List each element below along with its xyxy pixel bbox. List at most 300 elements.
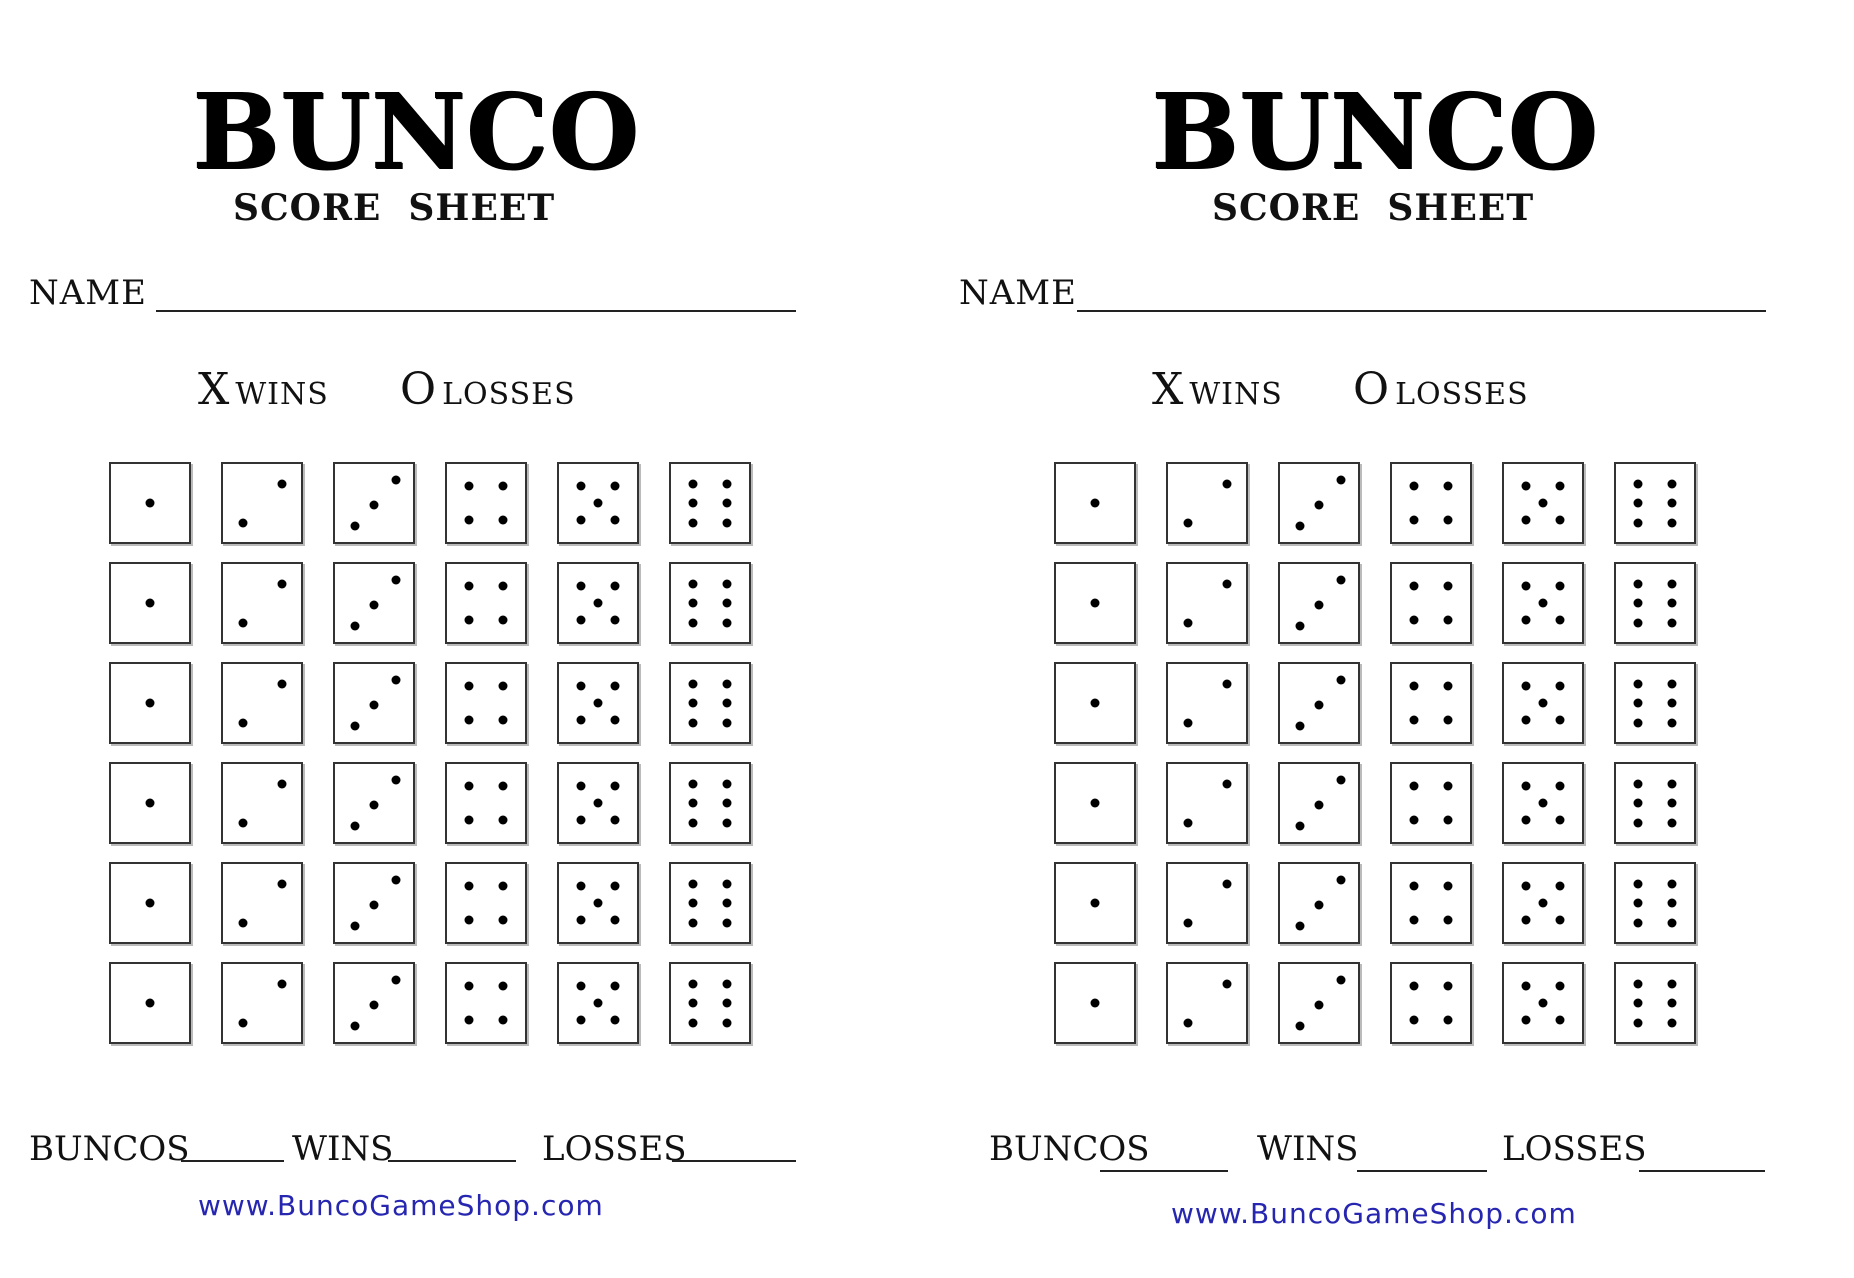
- die-pip: [1556, 681, 1565, 690]
- die-pip: [1633, 779, 1642, 788]
- die-pip: [1295, 822, 1304, 831]
- die-pip: [464, 981, 473, 990]
- die-pip: [611, 716, 620, 725]
- die-face-4[interactable]: [445, 462, 527, 544]
- die-pip: [611, 581, 620, 590]
- die-pip: [1091, 499, 1100, 508]
- die-pip: [277, 679, 286, 688]
- die-pip: [1521, 881, 1530, 890]
- die-pip: [391, 975, 400, 984]
- die-face-2[interactable]: [221, 662, 303, 744]
- die-pip: [1409, 581, 1418, 590]
- die-pip: [1556, 1016, 1565, 1025]
- die-pip: [499, 816, 508, 825]
- die-pip: [146, 999, 155, 1008]
- die-pip: [1444, 481, 1453, 490]
- wins-label: WINS: [292, 1129, 394, 1169]
- die-pip: [611, 816, 620, 825]
- die-pip: [1295, 922, 1304, 931]
- die-pip: [1336, 875, 1345, 884]
- die-pip: [1444, 781, 1453, 790]
- die-pip: [1633, 979, 1642, 988]
- die-pip: [1668, 679, 1677, 688]
- die-pip: [723, 879, 732, 888]
- die-pip: [1556, 816, 1565, 825]
- buncos-label: BUNCOS: [989, 1129, 1150, 1169]
- die-pip: [688, 679, 697, 688]
- die-pip: [238, 718, 247, 727]
- die-pip: [1315, 800, 1324, 809]
- die-pip: [688, 618, 697, 627]
- die-pip: [576, 981, 585, 990]
- wins-blank[interactable]: [1357, 1170, 1487, 1172]
- die-pip: [146, 599, 155, 608]
- die-pip: [576, 781, 585, 790]
- die-pip: [1444, 881, 1453, 890]
- die-face-4[interactable]: [445, 962, 527, 1044]
- die-pip: [611, 781, 620, 790]
- die-pip: [1668, 799, 1677, 808]
- legend-wins: [198, 364, 329, 415]
- die-pip: [464, 616, 473, 625]
- die-pip: [370, 800, 379, 809]
- die-face-2[interactable]: [1166, 562, 1248, 644]
- die-pip: [611, 1016, 620, 1025]
- die-pip: [146, 499, 155, 508]
- die-pip: [1668, 699, 1677, 708]
- die-pip: [1521, 781, 1530, 790]
- die-pip: [723, 799, 732, 808]
- die-face-5[interactable]: [1502, 762, 1584, 844]
- die-face-3[interactable]: [333, 762, 415, 844]
- die-pip: [1521, 581, 1530, 590]
- die-pip: [576, 681, 585, 690]
- die-face-4[interactable]: [445, 562, 527, 644]
- die-pip: [1444, 616, 1453, 625]
- die-pip: [350, 622, 359, 631]
- die-pip: [1668, 999, 1677, 1008]
- die-pip: [1521, 481, 1530, 490]
- die-face-5[interactable]: [557, 762, 639, 844]
- die-face-1[interactable]: [1054, 662, 1136, 744]
- die-face-3[interactable]: [333, 562, 415, 644]
- die-pip: [1183, 518, 1192, 527]
- die-pip: [277, 479, 286, 488]
- die-pip: [1444, 716, 1453, 725]
- die-pip: [688, 779, 697, 788]
- die-pip: [688, 818, 697, 827]
- die-pip: [464, 916, 473, 925]
- die-pip: [688, 799, 697, 808]
- name-label: NAME: [959, 273, 1077, 313]
- die-pip: [1409, 781, 1418, 790]
- die-face-4[interactable]: [1390, 562, 1472, 644]
- website-link[interactable]: www.BuncoGameShop.com: [1171, 1197, 1577, 1230]
- die-pip: [1091, 799, 1100, 808]
- die-face-6[interactable]: [669, 962, 751, 1044]
- die-face-6[interactable]: [1614, 662, 1696, 744]
- die-pip: [688, 918, 697, 927]
- die-pip: [1668, 499, 1677, 508]
- die-pip: [594, 699, 603, 708]
- die-face-6[interactable]: [669, 762, 751, 844]
- die-pip: [499, 881, 508, 890]
- die-pip: [1295, 722, 1304, 731]
- die-pip: [1668, 599, 1677, 608]
- die-pip: [1183, 618, 1192, 627]
- die-pip: [723, 679, 732, 688]
- legend-losses: [1353, 364, 1529, 415]
- die-face-5[interactable]: [1502, 862, 1584, 944]
- die-pip: [1315, 600, 1324, 609]
- legend-losses-label: LOSSES: [1395, 377, 1529, 412]
- die-face-3[interactable]: [1278, 962, 1360, 1044]
- die-pip: [350, 722, 359, 731]
- die-pip: [499, 681, 508, 690]
- die-face-5[interactable]: [557, 962, 639, 1044]
- die-face-6[interactable]: [669, 862, 751, 944]
- die-pip: [1556, 481, 1565, 490]
- sheet-subtitle: SCORE SHEET: [1212, 187, 1535, 229]
- die-pip: [723, 818, 732, 827]
- die-pip: [391, 875, 400, 884]
- die-pip: [688, 499, 697, 508]
- die-pip: [1444, 816, 1453, 825]
- die-pip: [370, 900, 379, 909]
- die-face-4[interactable]: [1390, 762, 1472, 844]
- die-pip: [350, 822, 359, 831]
- wins-label: WINS: [1257, 1129, 1359, 1169]
- die-pip: [576, 516, 585, 525]
- die-pip: [1444, 1016, 1453, 1025]
- die-pip: [594, 899, 603, 908]
- die-face-3[interactable]: [1278, 762, 1360, 844]
- die-pip: [238, 518, 247, 527]
- die-face-2[interactable]: [1166, 862, 1248, 944]
- die-face-2[interactable]: [1166, 462, 1248, 544]
- die-pip: [688, 979, 697, 988]
- legend-o-symbol: O: [1353, 364, 1390, 415]
- die-pip: [1556, 916, 1565, 925]
- die-pip: [277, 779, 286, 788]
- die-pip: [1315, 900, 1324, 909]
- losses-blank[interactable]: [672, 1160, 796, 1162]
- die-pip: [611, 881, 620, 890]
- die-face-5[interactable]: [1502, 962, 1584, 1044]
- die-pip: [499, 916, 508, 925]
- die-pip: [238, 818, 247, 827]
- legend-x-symbol: X: [1152, 364, 1184, 415]
- die-pip: [594, 999, 603, 1008]
- die-pip: [576, 481, 585, 490]
- die-pip: [1521, 516, 1530, 525]
- die-pip: [1409, 916, 1418, 925]
- die-pip: [1539, 499, 1548, 508]
- die-pip: [1336, 975, 1345, 984]
- dice-grid: [109, 462, 751, 1044]
- die-pip: [1521, 916, 1530, 925]
- die-pip: [594, 599, 603, 608]
- die-pip: [1668, 779, 1677, 788]
- die-pip: [238, 1018, 247, 1027]
- die-pip: [1521, 616, 1530, 625]
- die-face-1[interactable]: [109, 462, 191, 544]
- die-face-1[interactable]: [109, 962, 191, 1044]
- die-face-3[interactable]: [1278, 662, 1360, 744]
- die-face-1[interactable]: [109, 862, 191, 944]
- die-pip: [1444, 981, 1453, 990]
- die-pip: [1409, 481, 1418, 490]
- die-face-5[interactable]: [1502, 462, 1584, 544]
- die-pip: [576, 1016, 585, 1025]
- die-pip: [1633, 679, 1642, 688]
- die-pip: [1668, 579, 1677, 588]
- die-face-4[interactable]: [1390, 662, 1472, 744]
- die-pip: [1668, 979, 1677, 988]
- die-face-1[interactable]: [1054, 862, 1136, 944]
- die-pip: [1409, 681, 1418, 690]
- die-pip: [1556, 616, 1565, 625]
- die-pip: [277, 979, 286, 988]
- die-pip: [1633, 499, 1642, 508]
- die-pip: [1668, 818, 1677, 827]
- die-pip: [1091, 599, 1100, 608]
- die-pip: [1444, 581, 1453, 590]
- die-face-4[interactable]: [1390, 962, 1472, 1044]
- die-face-3[interactable]: [1278, 462, 1360, 544]
- die-pip: [1222, 679, 1231, 688]
- die-pip: [277, 879, 286, 888]
- die-face-1[interactable]: [1054, 462, 1136, 544]
- losses-label: LOSSES: [1502, 1129, 1647, 1169]
- die-pip: [1409, 716, 1418, 725]
- die-pip: [277, 579, 286, 588]
- die-pip: [576, 716, 585, 725]
- die-pip: [1633, 518, 1642, 527]
- die-pip: [464, 1016, 473, 1025]
- die-pip: [594, 499, 603, 508]
- die-pip: [723, 618, 732, 627]
- die-face-5[interactable]: [1502, 562, 1584, 644]
- die-pip: [1183, 718, 1192, 727]
- die-pip: [688, 999, 697, 1008]
- die-face-2[interactable]: [221, 962, 303, 1044]
- die-pip: [1668, 918, 1677, 927]
- legend-x-symbol: X: [198, 364, 230, 415]
- die-face-6[interactable]: [669, 662, 751, 744]
- die-pip: [576, 616, 585, 625]
- die-pip: [1633, 1018, 1642, 1027]
- die-pip: [499, 516, 508, 525]
- die-pip: [1336, 675, 1345, 684]
- die-pip: [688, 579, 697, 588]
- die-pip: [1633, 799, 1642, 808]
- die-face-5[interactable]: [557, 462, 639, 544]
- die-pip: [688, 518, 697, 527]
- website-link[interactable]: www.BuncoGameShop.com: [198, 1189, 604, 1222]
- die-pip: [611, 481, 620, 490]
- die-pip: [723, 779, 732, 788]
- die-face-6[interactable]: [1614, 862, 1696, 944]
- die-pip: [1668, 618, 1677, 627]
- legend-losses: [400, 364, 576, 415]
- die-pip: [723, 1018, 732, 1027]
- die-pip: [391, 475, 400, 484]
- die-face-6[interactable]: [1614, 462, 1696, 544]
- die-pip: [391, 675, 400, 684]
- die-face-2[interactable]: [221, 462, 303, 544]
- die-pip: [1315, 700, 1324, 709]
- die-pip: [723, 579, 732, 588]
- die-pip: [1539, 899, 1548, 908]
- buncos-label: BUNCOS: [29, 1129, 190, 1169]
- die-pip: [1633, 579, 1642, 588]
- die-pip: [688, 718, 697, 727]
- die-pip: [688, 879, 697, 888]
- die-face-3[interactable]: [333, 962, 415, 1044]
- die-face-5[interactable]: [557, 862, 639, 944]
- die-pip: [499, 716, 508, 725]
- die-pip: [1633, 918, 1642, 927]
- die-pip: [1521, 1016, 1530, 1025]
- die-face-4[interactable]: [445, 762, 527, 844]
- die-face-1[interactable]: [109, 662, 191, 744]
- die-face-4[interactable]: [445, 662, 527, 744]
- die-pip: [1183, 1018, 1192, 1027]
- buncos-blank[interactable]: [181, 1160, 284, 1162]
- sheet-subtitle: SCORE SHEET: [233, 187, 556, 229]
- die-pip: [370, 1000, 379, 1009]
- name-field-line[interactable]: [156, 310, 796, 312]
- die-face-6[interactable]: [1614, 762, 1696, 844]
- die-pip: [1222, 879, 1231, 888]
- die-face-2[interactable]: [221, 762, 303, 844]
- die-pip: [1183, 818, 1192, 827]
- die-pip: [1295, 522, 1304, 531]
- die-pip: [499, 1016, 508, 1025]
- name-field-line[interactable]: [1077, 310, 1766, 312]
- die-pip: [688, 479, 697, 488]
- die-face-3[interactable]: [1278, 562, 1360, 644]
- die-pip: [611, 981, 620, 990]
- die-pip: [464, 881, 473, 890]
- die-face-3[interactable]: [1278, 862, 1360, 944]
- die-pip: [1409, 881, 1418, 890]
- die-pip: [576, 581, 585, 590]
- legend-o-symbol: O: [400, 364, 437, 415]
- die-face-6[interactable]: [669, 462, 751, 544]
- die-face-1[interactable]: [1054, 762, 1136, 844]
- losses-label: LOSSES: [542, 1129, 687, 1169]
- die-face-2[interactable]: [1166, 962, 1248, 1044]
- die-pip: [1521, 981, 1530, 990]
- die-pip: [1668, 1018, 1677, 1027]
- die-pip: [1633, 599, 1642, 608]
- die-pip: [1539, 699, 1548, 708]
- die-pip: [146, 899, 155, 908]
- die-pip: [464, 581, 473, 590]
- die-pip: [1521, 816, 1530, 825]
- die-pip: [1409, 981, 1418, 990]
- die-face-6[interactable]: [669, 562, 751, 644]
- die-pip: [611, 516, 620, 525]
- die-face-5[interactable]: [557, 662, 639, 744]
- buncos-blank[interactable]: [1100, 1170, 1228, 1172]
- die-pip: [238, 618, 247, 627]
- losses-blank[interactable]: [1639, 1170, 1765, 1172]
- die-pip: [1633, 718, 1642, 727]
- die-pip: [1336, 775, 1345, 784]
- die-pip: [1521, 716, 1530, 725]
- die-face-4[interactable]: [445, 862, 527, 944]
- die-pip: [146, 799, 155, 808]
- die-face-1[interactable]: [109, 762, 191, 844]
- die-pip: [1539, 799, 1548, 808]
- name-label: NAME: [29, 273, 147, 313]
- die-pip: [391, 575, 400, 584]
- die-pip: [1444, 681, 1453, 690]
- die-pip: [723, 699, 732, 708]
- die-pip: [1295, 622, 1304, 631]
- die-face-1[interactable]: [1054, 562, 1136, 644]
- die-pip: [723, 899, 732, 908]
- die-face-5[interactable]: [1502, 662, 1584, 744]
- die-pip: [1633, 899, 1642, 908]
- die-pip: [1556, 716, 1565, 725]
- die-face-3[interactable]: [333, 662, 415, 744]
- die-face-4[interactable]: [1390, 862, 1472, 944]
- die-pip: [688, 1018, 697, 1027]
- die-face-1[interactable]: [109, 562, 191, 644]
- legend-wins-label: WINS: [1189, 377, 1283, 412]
- die-pip: [594, 799, 603, 808]
- die-pip: [464, 716, 473, 725]
- die-pip: [1295, 1022, 1304, 1031]
- die-face-1[interactable]: [1054, 962, 1136, 1044]
- die-face-6[interactable]: [1614, 562, 1696, 644]
- die-pip: [464, 681, 473, 690]
- die-pip: [1539, 999, 1548, 1008]
- die-pip: [688, 599, 697, 608]
- die-face-5[interactable]: [557, 562, 639, 644]
- die-face-3[interactable]: [333, 462, 415, 544]
- wins-blank[interactable]: [388, 1160, 516, 1162]
- die-pip: [1668, 879, 1677, 888]
- die-face-2[interactable]: [1166, 662, 1248, 744]
- die-pip: [1315, 1000, 1324, 1009]
- die-face-2[interactable]: [1166, 762, 1248, 844]
- die-pip: [1556, 981, 1565, 990]
- die-pip: [1091, 899, 1100, 908]
- die-pip: [1444, 516, 1453, 525]
- die-pip: [611, 681, 620, 690]
- die-pip: [1336, 475, 1345, 484]
- die-face-2[interactable]: [221, 562, 303, 644]
- die-pip: [499, 781, 508, 790]
- die-pip: [1633, 479, 1642, 488]
- die-pip: [576, 916, 585, 925]
- die-pip: [1409, 516, 1418, 525]
- die-pip: [370, 500, 379, 509]
- die-pip: [391, 775, 400, 784]
- die-pip: [1409, 816, 1418, 825]
- die-face-6[interactable]: [1614, 962, 1696, 1044]
- die-face-3[interactable]: [333, 862, 415, 944]
- die-pip: [1409, 616, 1418, 625]
- die-pip: [723, 999, 732, 1008]
- die-face-2[interactable]: [221, 862, 303, 944]
- die-face-4[interactable]: [1390, 462, 1472, 544]
